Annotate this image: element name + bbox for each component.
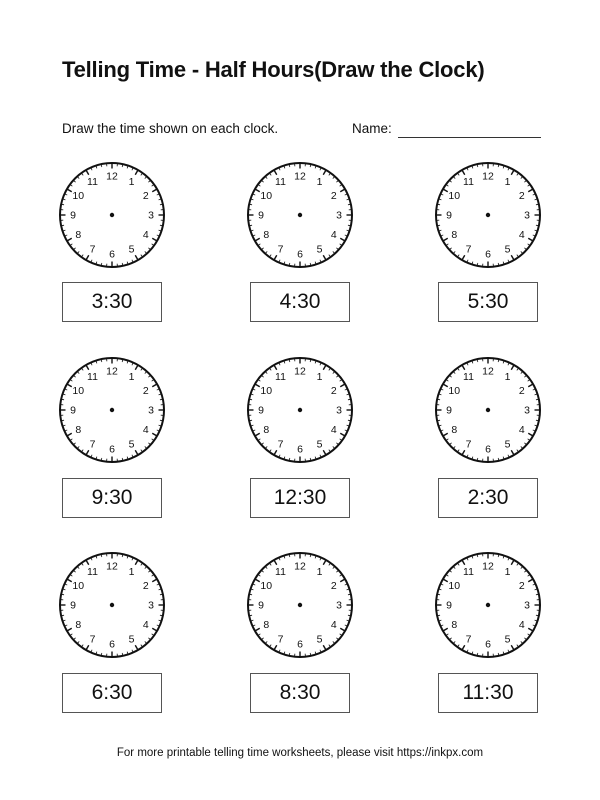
time-label-box xyxy=(250,478,350,518)
clock-number: 3 xyxy=(524,599,530,612)
clock-number: 3 xyxy=(524,404,530,417)
time-label-box xyxy=(250,673,350,713)
clock-number: 6 xyxy=(485,638,491,651)
clock-number: 7 xyxy=(465,438,472,451)
clock-number: 3 xyxy=(148,599,154,612)
clock-number: 8 xyxy=(451,619,458,632)
time-label: 11:30 xyxy=(462,681,514,704)
clock-number: 12 xyxy=(106,560,118,573)
clock-number: 2 xyxy=(142,190,149,203)
time-label-box xyxy=(438,478,538,518)
clock-number: 8 xyxy=(75,229,82,242)
clock-number: 12 xyxy=(482,170,494,183)
clock-number: 6 xyxy=(485,443,491,456)
time-label-box xyxy=(438,282,538,322)
time-label-box xyxy=(62,478,162,518)
clock-number: 5 xyxy=(128,438,135,451)
clock-face[interactable] xyxy=(57,160,167,270)
clock-number: 5 xyxy=(316,438,323,451)
time-label: 9:30 xyxy=(91,486,133,509)
clock-number: 7 xyxy=(465,633,472,646)
clock-number: 1 xyxy=(316,565,323,578)
clock-face[interactable] xyxy=(57,355,167,465)
clock-number: 2 xyxy=(330,385,337,398)
page-title: Telling Time - Half Hours(Draw the Clock) xyxy=(62,57,485,82)
clock-number: 11 xyxy=(463,565,474,578)
clock-face[interactable] xyxy=(245,160,355,270)
clock-number: 7 xyxy=(277,633,284,646)
clock-number: 10 xyxy=(448,580,461,593)
clock-number: 2 xyxy=(518,190,525,203)
clock-number: 2 xyxy=(330,190,337,203)
clock-number: 7 xyxy=(89,438,96,451)
clock-number: 11 xyxy=(87,370,98,383)
time-label: 5:30 xyxy=(467,290,509,313)
clock-number: 11 xyxy=(87,565,98,578)
clock-number: 1 xyxy=(128,175,135,188)
clock-face[interactable] xyxy=(433,550,543,660)
clock-number: 9 xyxy=(70,404,76,417)
clock-number: 2 xyxy=(518,385,525,398)
clock-face[interactable] xyxy=(433,355,543,465)
clock-number: 9 xyxy=(70,599,76,612)
clock-number: 1 xyxy=(316,370,323,383)
clock-number: 11 xyxy=(275,175,286,188)
clock-number: 9 xyxy=(446,599,452,612)
clock-number: 8 xyxy=(75,424,82,437)
clock-face[interactable] xyxy=(57,550,167,660)
clock-number: 2 xyxy=(142,385,149,398)
clock-number: 2 xyxy=(518,580,525,593)
clock-number: 6 xyxy=(109,443,115,456)
clock-number: 3 xyxy=(148,209,154,222)
clock-number: 1 xyxy=(316,175,323,188)
clock-number: 12 xyxy=(482,365,494,378)
clock-number: 12 xyxy=(106,365,118,378)
clock-number: 5 xyxy=(504,633,511,646)
footer-text: For more printable telling time worksheets, please visit https://inkpx.com xyxy=(116,747,484,759)
clock-number: 4 xyxy=(330,619,337,632)
clock-number: 11 xyxy=(463,370,474,383)
clock-number: 7 xyxy=(89,633,96,646)
clock-number: 8 xyxy=(263,229,270,242)
instruction-text: Draw the time shown on each clock. xyxy=(62,121,279,136)
clock-number: 7 xyxy=(277,243,284,256)
clock-number: 5 xyxy=(504,438,511,451)
clock-number: 9 xyxy=(446,209,452,222)
clock-number: 10 xyxy=(72,580,85,593)
clock-number: 12 xyxy=(482,560,494,573)
time-label: 4:30 xyxy=(279,290,321,313)
clock-number: 7 xyxy=(465,243,472,256)
clock-number: 5 xyxy=(316,633,323,646)
clock-number: 7 xyxy=(89,243,96,256)
clock-number: 3 xyxy=(524,209,530,222)
clock-face[interactable] xyxy=(245,355,355,465)
clock-number: 4 xyxy=(330,424,337,437)
clock-number: 9 xyxy=(70,209,76,222)
clock-number: 4 xyxy=(518,424,525,437)
time-label-box xyxy=(250,282,350,322)
clock-number: 10 xyxy=(260,385,273,398)
clock-number: 11 xyxy=(275,370,286,383)
time-label: 8:30 xyxy=(279,681,321,704)
clock-number: 11 xyxy=(87,175,98,188)
clock-number: 10 xyxy=(260,190,273,203)
clock-number: 4 xyxy=(142,619,149,632)
clock-number: 3 xyxy=(148,404,154,417)
clock-number: 1 xyxy=(128,370,135,383)
clock-number: 6 xyxy=(109,638,115,651)
clock-number: 5 xyxy=(128,243,135,256)
time-label-box xyxy=(62,673,162,713)
clock-number: 5 xyxy=(504,243,511,256)
time-label-box xyxy=(62,282,162,322)
clock-number: 8 xyxy=(75,619,82,632)
clock-number: 12 xyxy=(294,365,306,378)
clock-number: 10 xyxy=(260,580,273,593)
clock-number: 12 xyxy=(294,560,306,573)
time-label: 2:30 xyxy=(467,486,509,509)
clock-number: 6 xyxy=(485,248,491,261)
name-label: Name: xyxy=(352,121,392,136)
clock-face[interactable] xyxy=(245,550,355,660)
clock-number: 5 xyxy=(316,243,323,256)
name-field[interactable] xyxy=(398,137,541,138)
time-label-box xyxy=(438,673,538,713)
time-label: 3:30 xyxy=(91,290,133,313)
clock-number: 4 xyxy=(518,619,525,632)
time-label: 12:30 xyxy=(273,486,327,509)
clock-number: 6 xyxy=(297,443,303,456)
clock-face[interactable] xyxy=(433,160,543,270)
clock-number: 4 xyxy=(518,229,525,242)
clock-number: 3 xyxy=(336,404,342,417)
clock-number: 9 xyxy=(258,404,264,417)
clock-number: 5 xyxy=(128,633,135,646)
clock-number: 10 xyxy=(448,190,461,203)
clock-number: 10 xyxy=(72,190,85,203)
clock-number: 6 xyxy=(109,248,115,261)
clock-number: 3 xyxy=(336,209,342,222)
time-label: 6:30 xyxy=(91,681,133,704)
clock-number: 4 xyxy=(330,229,337,242)
clock-number: 4 xyxy=(142,424,149,437)
clock-number: 9 xyxy=(446,404,452,417)
clock-number: 1 xyxy=(504,175,511,188)
clock-number: 7 xyxy=(277,438,284,451)
clock-number: 8 xyxy=(451,424,458,437)
clock-number: 9 xyxy=(258,599,264,612)
clock-number: 8 xyxy=(263,619,270,632)
clock-number: 9 xyxy=(258,209,264,222)
clock-number: 3 xyxy=(336,599,342,612)
clock-number: 2 xyxy=(330,580,337,593)
clock-number: 4 xyxy=(142,229,149,242)
clock-number: 6 xyxy=(297,248,303,261)
clock-number: 1 xyxy=(128,565,135,578)
clock-number: 12 xyxy=(294,170,306,183)
clock-number: 11 xyxy=(463,175,474,188)
clock-number: 1 xyxy=(504,565,511,578)
clock-number: 1 xyxy=(504,370,511,383)
clock-number: 2 xyxy=(142,580,149,593)
clock-number: 8 xyxy=(263,424,270,437)
clock-number: 10 xyxy=(72,385,85,398)
clock-number: 11 xyxy=(275,565,286,578)
clock-number: 6 xyxy=(297,638,303,651)
clock-number: 10 xyxy=(448,385,461,398)
clock-number: 12 xyxy=(106,170,118,183)
clock-number: 8 xyxy=(451,229,458,242)
